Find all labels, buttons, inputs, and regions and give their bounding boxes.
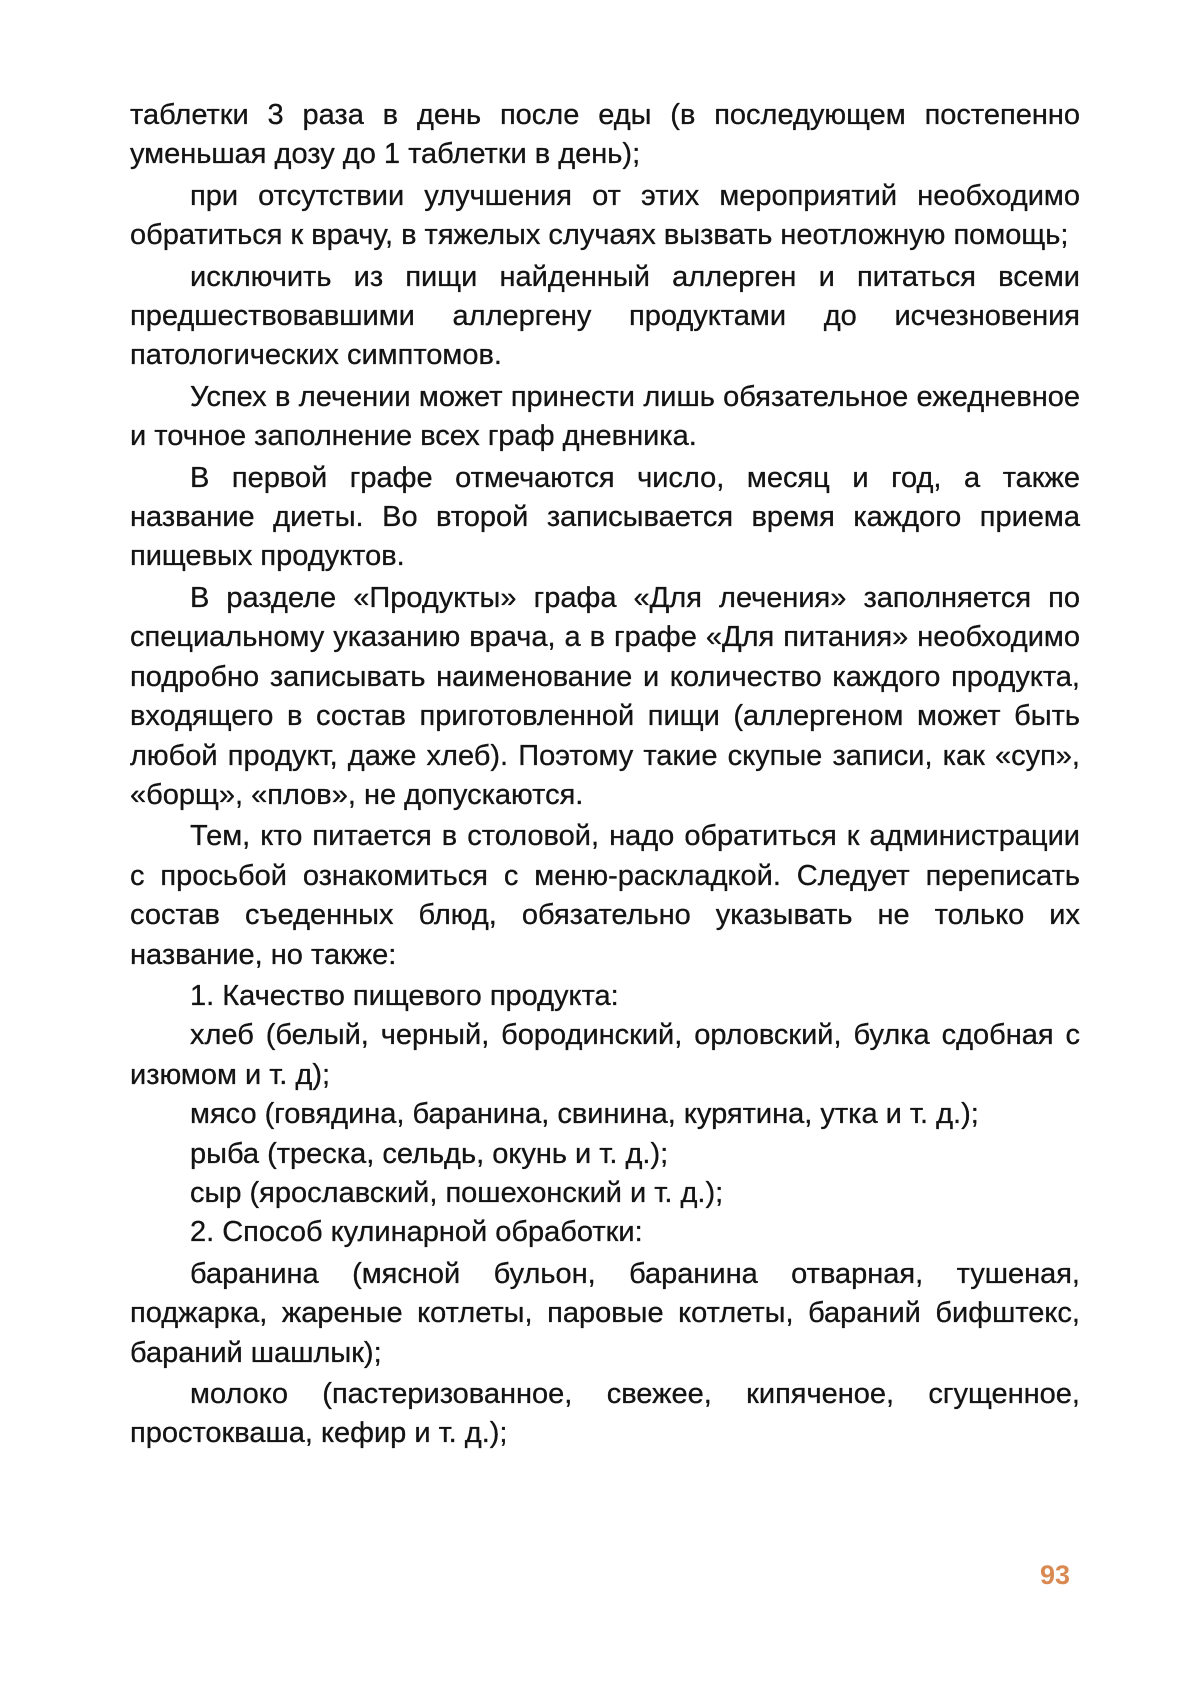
list-item-meat: мясо (говядина, баранина, свинина, курятина, утка и т. д.); [130, 1095, 1080, 1134]
page-number: 93 [1040, 1560, 1070, 1591]
list-item-milk: молоко (пастеризованное, свежее, кипяченое, сгущенное, простокваша, кефир и т. д.); [130, 1375, 1080, 1454]
list-item-bread: хлеб (белый, черный, бородинский, орловский, булка сдобная с изюмом и т. д); [130, 1016, 1080, 1095]
list-item-cheese: сыр (ярославский, пошехонский и т. д.); [130, 1174, 1080, 1213]
page-body-text [130, 96, 1080, 1454]
paragraph-first-column: В первой графе отмечаются число, месяц и год, а также название диеты. Во второй записывается время каждого приема пищевых продуктов. [130, 459, 1080, 577]
list-heading-cooking: 2. Способ кулинарной обработки: [130, 1213, 1080, 1252]
paragraph-continuation: таблетки 3 раза в день после еды (в последующем постепенно уменьшая дозу до 1 таблетки в день); [130, 96, 1080, 175]
paragraph-canteen: Тем, кто питается в столовой, надо обратиться к администрации с просьбой ознакомиться с меню-раскладкой. Следует переписать состав съеденных блюд, обязательно указывать не только их название, но также: [130, 817, 1080, 975]
book-page [0, 0, 1200, 1689]
list-heading-quality: 1. Качество пищевого продукта: [130, 977, 1080, 1016]
list-item-fish: рыба (треска, сельдь, окунь и т. д.); [130, 1135, 1080, 1174]
paragraph-treatment-success: Успех в лечении может принести лишь обязательное ежедневное и точное заполнение всех граф дневника. [130, 378, 1080, 457]
paragraph-exclude-allergen: исключить из пищи найденный аллерген и питаться всеми предшествовавшими аллергену продуктами до исчезновения патологических симптомов. [130, 258, 1080, 376]
paragraph-doctor-advice: при отсутствии улучшения от этих мероприятий необходимо обратиться к врачу, в тяжелых случаях вызвать неотложную помощь; [130, 177, 1080, 256]
list-item-mutton: баранина (мясной бульон, баранина отварная, тушеная, поджарка, жареные котлеты, паровые котлеты, бараний бифштекс, бараний шашлык); [130, 1255, 1080, 1373]
paragraph-products-section: В разделе «Продукты» графа «Для лечения» заполняется по специальному указанию врача, а в графе «Для питания» необходимо подробно записывать наименование и количество каждого продукта, входящего в состав приготовленной пищи (аллергеном может быть любой продукт, даже хлеб). Поэтому такие скупые записи, как «суп», «борщ», «плов», не допускаются. [130, 579, 1080, 815]
